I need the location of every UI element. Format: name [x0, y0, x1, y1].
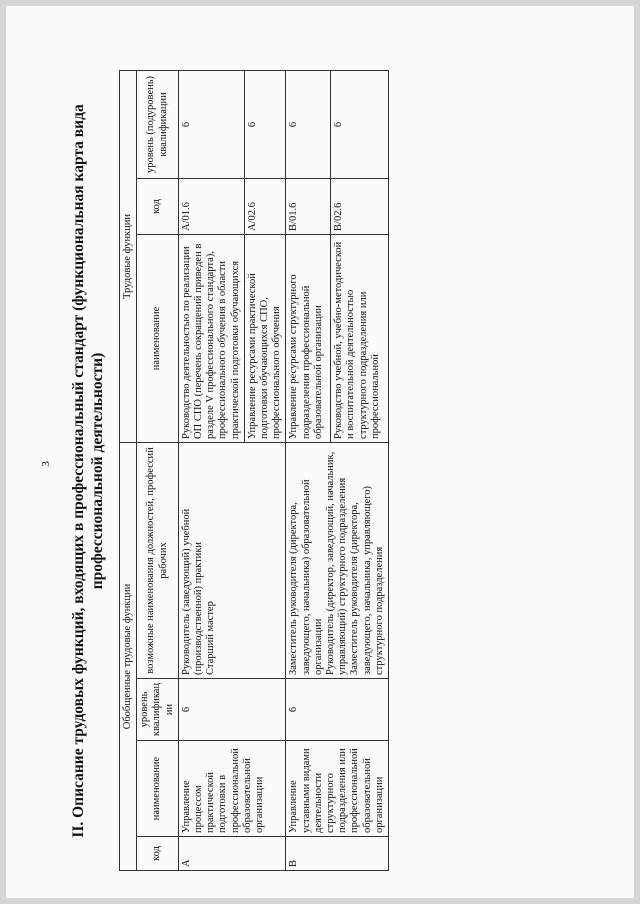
functional-map-table [119, 70, 389, 871]
col-header-level: уровень квалификации [137, 679, 179, 741]
tf-name-cell: Руководство деятельностью по реализации ОП СПО (перечень сокращений приведен в разделе V профессионального стандарта), профессионального обучения в области практической подготовки обучающихся [178, 234, 244, 442]
col-header-tf-name: наименование [137, 234, 179, 442]
section-heading-line-2: профессиональной деятельности) [89, 352, 106, 590]
tf-level-cell: 6 [178, 70, 244, 178]
tf-code-cell: A/02.6 [244, 178, 286, 234]
positions-cell [286, 442, 389, 678]
col-header-tf-code: код [137, 178, 179, 234]
gtf-code-cell: B [286, 837, 389, 871]
position-item: Заместитель руководителя (директора, заведующего, начальника, управляющего) структурного подразделения [349, 485, 385, 675]
column-header-row [137, 70, 179, 870]
section-heading [69, 71, 107, 871]
tf-code-cell: B/02.6 [331, 178, 389, 234]
document-page [6, 6, 634, 898]
col-header-name: наименование [137, 741, 179, 837]
positions-cell [178, 442, 286, 678]
gtf-level-cell: 6 [286, 679, 389, 741]
labor-functions-header: Трудовые функции [120, 70, 137, 442]
tf-code-cell: A/01.6 [178, 178, 244, 234]
gtf-name-cell: Управление процессом практической подготовки в профессиональной образовательной организации [178, 741, 286, 837]
position-item: Руководитель (директор, заведующий, начальник, управляющий) структурного подразделения [325, 451, 349, 675]
section-heading-line-1: II. Описание трудовых функций, входящих в профессиональный стандарт (функциональная карта вида [70, 104, 87, 838]
table-row [178, 70, 244, 870]
position-item: Заместитель руководителя (директора, заведующего, начальника) образовательной организации [288, 479, 324, 675]
col-header-code: код [137, 837, 179, 871]
col-header-tf-level: уровень (подуровень) квалификации [137, 70, 179, 178]
rotated-content [69, 71, 617, 871]
tf-level-cell: 6 [331, 70, 389, 178]
tf-name-cell: Руководство учебной, учебно-методической и воспитательной деятельностью структурного подразделения или профессиональной [331, 234, 389, 442]
col-header-positions: возможные наименования должностей, профессий рабочих [137, 442, 179, 678]
gtf-level-cell: 6 [178, 679, 286, 741]
generalized-functions-header: Обобщенные трудовые функции [120, 442, 137, 870]
position-item: Старший мастер [205, 601, 217, 675]
group-header-row [120, 70, 137, 870]
tf-level-cell: 6 [286, 70, 331, 178]
table-row [286, 70, 331, 870]
tf-level-cell: 6 [244, 70, 286, 178]
tf-code-cell: B/01.6 [286, 178, 331, 234]
gtf-name-cell: Управление уставными видами деятельности структурного подразделения или профессиональной образовательной организации [286, 741, 389, 837]
position-item: Руководитель (заведующий) учебной (производственной) практики [180, 508, 205, 675]
tf-name-cell: Управление ресурсами практической подготовки обучающихся СПО, профессионального обучения [244, 234, 286, 442]
tf-name-cell: Управление ресурсами структурного подразделения профессиональной образовательной организации [286, 234, 331, 442]
gtf-code-cell: A [178, 837, 286, 871]
page-number: 3 [40, 461, 52, 467]
